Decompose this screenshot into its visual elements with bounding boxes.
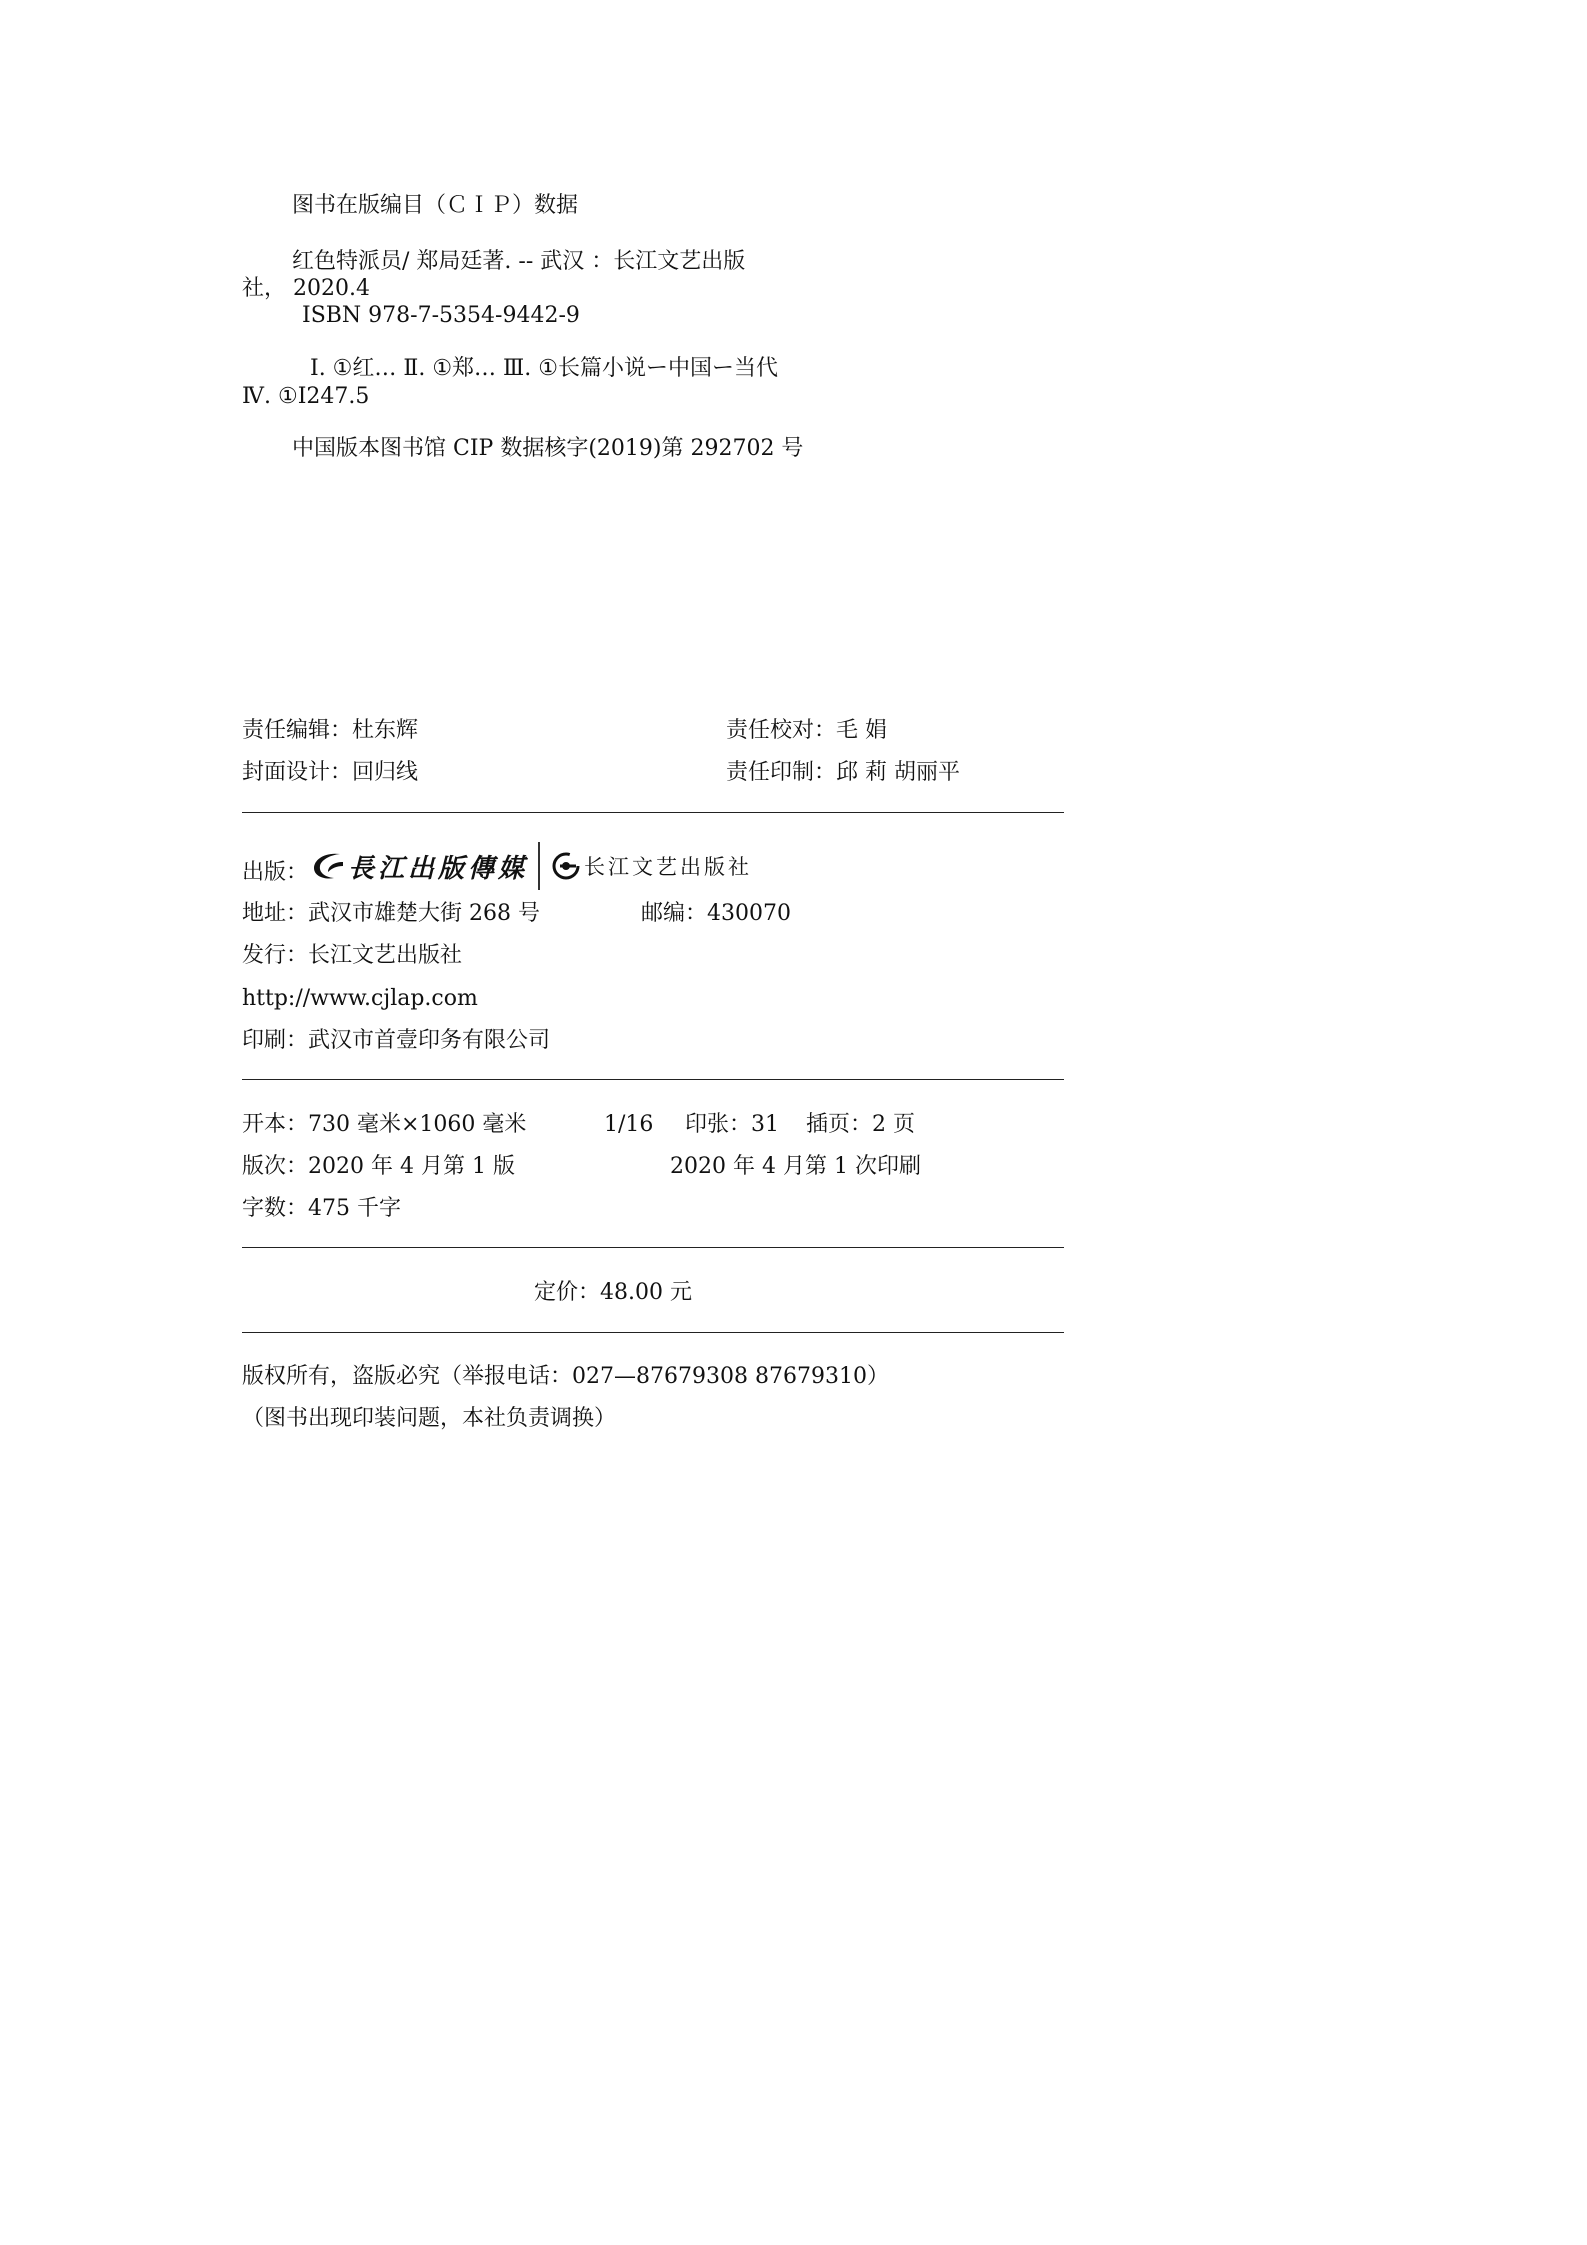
publisher-label: 出版： [242, 860, 309, 885]
publisher-address: 地址：武汉市雄楚大街 268 号 [242, 901, 540, 926]
book-fraction: 1/16 [604, 1112, 654, 1137]
cip-isbn: ISBN 978-7-5354-9442-9 [302, 303, 580, 328]
responsible-printing: 责任印制：邱 莉 胡丽平 [726, 760, 960, 785]
distributor: 发行：长江文艺出版社 [242, 943, 463, 968]
changjiang-literature-logo-icon [550, 850, 582, 882]
separator-rule [242, 1247, 1064, 1248]
insert-pages: 插页：2 页 [806, 1112, 915, 1137]
price: 定价：48.00 元 [534, 1280, 692, 1305]
separator-rule [242, 1332, 1064, 1333]
edition: 版次：2020 年 4 月第 1 版 [242, 1154, 515, 1179]
cip-classification-1: Ⅰ. ①红… Ⅱ. ①郑… Ⅲ. ①长篇小说ー中国ー当代 [310, 356, 778, 381]
book-format: 开本：730 毫米×1060 毫米 [242, 1112, 527, 1137]
responsible-proofreader: 责任校对：毛 娟 [726, 718, 887, 743]
publisher-website: http://www.cjlap.com [242, 986, 478, 1011]
changjiang-media-brand: 長江出版傳媒 [348, 853, 529, 884]
defect-notice: （图书出现印装问题，本社负责调换） [242, 1406, 617, 1431]
printer: 印刷：武汉市首壹印务有限公司 [242, 1028, 551, 1053]
changjiang-media-logo-icon [310, 850, 346, 882]
printed-sheets: 印张：31 [685, 1112, 779, 1137]
publisher-logo [310, 842, 752, 890]
separator-rule [242, 812, 1064, 813]
publisher-postcode: 邮编：430070 [641, 901, 791, 926]
responsible-editor: 责任编辑：杜东辉 [242, 718, 419, 743]
word-count: 字数：475 千字 [242, 1196, 401, 1221]
separator-rule [242, 1079, 1064, 1080]
cip-classification-2: Ⅳ. ①I247.5 [242, 384, 370, 409]
cip-entry-line-2: 社， 2020.4 [242, 276, 370, 301]
changjiang-literature-brand: 长江文艺出版社 [584, 855, 753, 879]
impression: 2020 年 4 月第 1 次印刷 [670, 1154, 921, 1179]
logo-divider [538, 842, 540, 890]
cip-entry-line-1: 红色特派员/ 郑局廷著. -- 武汉 ：长江文艺出版 [292, 249, 746, 274]
cip-title: 图书在版编目（ＣＩＰ）数据 [292, 193, 579, 218]
cip-data-number: 中国版本图书馆 CIP 数据核字(2019)第 292702 号 [292, 436, 804, 461]
cover-designer: 封面设计：回归线 [242, 760, 419, 785]
copyright-notice: 版权所有，盗版必究（举报电话：027—87679308 87679310） [242, 1364, 889, 1389]
